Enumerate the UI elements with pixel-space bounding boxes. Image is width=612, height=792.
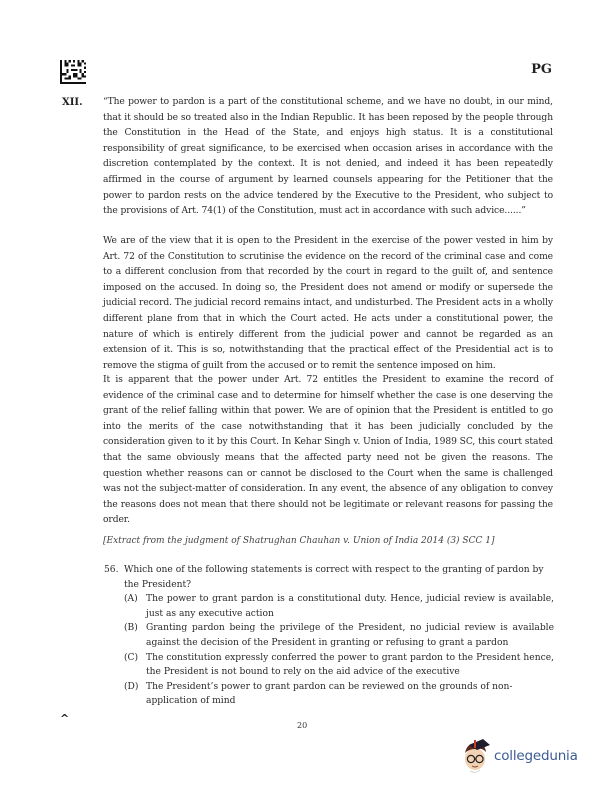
datamatrix-barcode-icon xyxy=(60,60,86,84)
option-a[interactable] xyxy=(124,592,554,621)
mascot-graduate-icon xyxy=(461,737,491,775)
passage-paragraph-2: We are of the view that it is open to the President in the exercise of the power vested in him by Art. 72 of the Constitution to scrutinise the evidence on the record of the criminal case and come to a different conclusion from that recorded by the court in regard to the guilt of, and sentence imposed on the accused. In doing so, the President does not amend or modify or supersede the judicial record. The judicial record remains intact, and undisturbed. The President acts in a wholly different plane from that in which the Court acted. He acts under a constitutional power, the nature of which is entirely different from the judicial power and cannot be regarded as an extension of it. This is so, notwithstanding that the practical effect of the Presidential act is to remove the stigma of guilt from the accused or to remit the sentence imposed on him. xyxy=(103,236,553,371)
question-56 xyxy=(104,563,554,709)
question-stem: Which one of the following statements is correct with respect to the granting of pardon by the President? xyxy=(124,565,544,590)
paper-code: PG xyxy=(531,62,552,77)
brand-name: collegedunia xyxy=(494,748,578,764)
collegedunia-brand xyxy=(461,737,578,775)
caret-up-icon: ^ xyxy=(60,712,70,725)
page-number: 20 xyxy=(297,721,308,730)
question-number: 56. xyxy=(104,565,119,575)
passage-section-label: XII. xyxy=(62,97,83,108)
option-text: Granting pardon being the privilege of the President, no judicial review is available against the decision of the President in granting or refusing to grant a pardon xyxy=(146,623,554,648)
option-d[interactable] xyxy=(124,680,554,709)
option-b[interactable] xyxy=(124,621,554,650)
option-label: (A) xyxy=(124,594,138,605)
passage-paragraph-3: It is apparent that the power under Art. 72 entitles the President to examine the record of evidence of the criminal case and to determine for himself whether the case is one deserving the grant of the relief falling within that power. We are of opinion that the President is entitled to go into the merits of the case notwithstanding that it has been judicially concluded by the consideration given to it by this Court. In Kehar Singh v. Union of India, 1989 SC, this court stated that the same obviously means that the affected party need not be given the reasons. The question whether reasons can or cannot be disclosed to the Court when the same is challenged was not the subject-matter of consideration. In any event, the absence of any obligation to convey the reasons does not mean that there should not be legitimate or relevant reasons for passing the order. xyxy=(103,375,553,526)
passage-paragraph-1: “The power to pardon is a part of the constitutional scheme, and we have no doubt, in our mind, that it should be so treated also in the Indian Republic. It has been reposed by the people through the Constitution in the Head of the State, and enjoys high status. It is a constitutional responsibility of great significance, to be exercised when occasion arises in accordance with the discretion contemplated by the context. It is not denied, and indeed it has been repeatedly affirmed in the course of argument by learned counsels appearing for the Petitioner that the power to pardon rests on the advice tendered by the Executive to the President, who subject to the provisions of Art. 74(1) of the Constitution, must act in accordance with such advice......” xyxy=(103,97,553,217)
option-text: The President’s power to grant pardon can be reviewed on the grounds of non-application of mind xyxy=(146,681,513,707)
option-label: (D) xyxy=(124,681,139,692)
option-text: The constitution expressly conferred the power to grant pardon to the President hence, the President is not bound to rely on the aid advice of the executive xyxy=(146,652,554,678)
option-c[interactable] xyxy=(124,651,554,680)
option-label: (C) xyxy=(124,652,139,663)
option-text: The power to grant pardon is a constitutional duty. Hence, judicial review is available, just as any executive action xyxy=(146,594,554,619)
passage-citation: [Extract from the judgment of Shatrughan Chauhan v. Union of India 2014 (3) SCC 1] xyxy=(103,536,495,546)
option-label: (B) xyxy=(124,623,138,634)
